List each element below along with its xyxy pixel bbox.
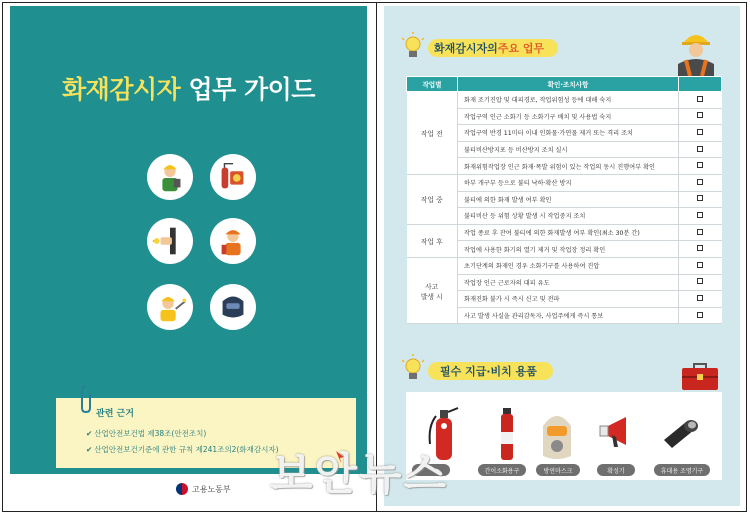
checkbox[interactable] xyxy=(697,262,703,268)
table-header: 작업별 xyxy=(407,77,458,92)
check-icon: ✔ xyxy=(86,429,93,438)
table-header: 확인·조치사항 xyxy=(458,77,679,92)
duty-item: 작업장 인근 근로자의 대피 유도 xyxy=(458,274,679,291)
checkbox[interactable] xyxy=(697,229,703,235)
gas-cylinder-icon xyxy=(210,154,256,200)
duty-item: 화재 조기진압 및 대피경로, 작업위험성 등에 대해 숙지 xyxy=(458,92,679,109)
equipment-label: 간이소화용구 xyxy=(478,464,526,476)
checkbox[interactable] xyxy=(697,245,703,251)
duty-item: 작업구역 반경 11미터 이내 인화물·가연물 제거 또는 격리 조치 xyxy=(458,125,679,142)
check-box-cell[interactable] xyxy=(679,158,722,175)
simple-extinguisher-icon xyxy=(492,404,522,464)
checkbox[interactable] xyxy=(697,212,703,218)
phase-cell: 작업 중 xyxy=(407,174,458,224)
duty-item: 화재진화 불가 시 즉시 신고 및 전파 xyxy=(458,291,679,308)
legal-basis-item: ✔ 산업안전보건기준에 관한 규칙 제241조의2(화재감시자) xyxy=(86,445,279,454)
welder-worker-icon xyxy=(147,284,193,330)
phase-cell: 작업 후 xyxy=(407,224,458,257)
ministry-logo xyxy=(176,483,231,495)
check-box-cell[interactable] xyxy=(679,257,722,274)
lightbulb-icon xyxy=(402,354,424,382)
checkbox[interactable] xyxy=(697,146,703,152)
checkbox[interactable] xyxy=(697,162,703,168)
duty-item: 불티에 의한 화재 발생 여부 확인 xyxy=(458,191,679,208)
page-divider xyxy=(376,2,377,512)
cover-title-rest: 업무 가이드 xyxy=(180,75,315,104)
checkbox[interactable] xyxy=(697,195,703,201)
cover-page xyxy=(10,6,367,506)
table-row xyxy=(407,224,722,241)
firefighter-icon xyxy=(210,218,256,264)
check-box-cell[interactable] xyxy=(679,92,722,109)
cover-title-highlight: 화재감시자 xyxy=(62,75,181,104)
checkbox[interactable] xyxy=(697,312,703,318)
lightbulb-icon xyxy=(402,32,424,60)
check-box-cell[interactable] xyxy=(679,291,722,308)
safety-worker-icon xyxy=(674,30,718,76)
toolbox-icon xyxy=(680,362,720,392)
duty-item: 초기단계의 화재인 경우 소화기구를 사용하여 진압 xyxy=(458,257,679,274)
check-box-cell[interactable] xyxy=(679,307,722,324)
table-row xyxy=(407,92,722,109)
table-row xyxy=(407,257,722,274)
check-box-cell[interactable] xyxy=(679,224,722,241)
equipment-label: 방연마스크 xyxy=(536,464,580,476)
table-header xyxy=(679,77,722,92)
duty-item: 화재위험작업장 인근 화재·폭발 위험이 있는 작업의 동시 진행여부 확인 xyxy=(458,158,679,175)
smoke-mask-icon xyxy=(537,406,577,462)
megaphone-icon xyxy=(598,411,642,455)
checkbox[interactable] xyxy=(697,112,703,118)
check-box-cell[interactable] xyxy=(679,125,722,142)
worker-inspector-icon xyxy=(147,154,193,200)
phase-cell: 작업 전 xyxy=(407,92,458,175)
equipment-label: 휴대용 조명기구 xyxy=(654,464,710,476)
table-row xyxy=(407,174,722,191)
checkbox[interactable] xyxy=(697,295,703,301)
equipment-label: 확성기 xyxy=(597,464,635,476)
welding-torch-icon xyxy=(147,218,193,264)
checkbox[interactable] xyxy=(697,179,703,185)
welding-mask-icon xyxy=(210,284,256,330)
check-box-cell[interactable] xyxy=(679,208,722,225)
checkbox[interactable] xyxy=(697,96,703,102)
duty-item: 작업구역 인근 소화기 등 소화기구 배치 및 사용법 숙지 xyxy=(458,108,679,125)
duty-item: 작업 종료 후 잔여 불티에 의한 화재발생 여부 확인(최소 30분 간) xyxy=(458,224,679,241)
check-box-cell[interactable] xyxy=(679,274,722,291)
check-icon: ✔ xyxy=(86,445,93,454)
duty-item: 불티비산방지포 등 비산방지 조치 실시 xyxy=(458,141,679,158)
duty-item: 하부 개구부 등으로 불티 낙하·확산 방지 xyxy=(458,174,679,191)
duty-item: 작업에 사용한 화기의 열기 제거 및 작업장 정리 확인 xyxy=(458,241,679,258)
paper-clip-icon xyxy=(80,384,92,414)
ministry-name: 고용노동부 xyxy=(192,484,231,494)
check-box-cell[interactable] xyxy=(679,141,722,158)
checkbox[interactable] xyxy=(697,129,703,135)
check-box-cell[interactable] xyxy=(679,108,722,125)
legal-basis-item: ✔ 산업안전보건법 제38조(안전조치) xyxy=(86,429,207,438)
government-emblem-icon xyxy=(176,483,188,495)
checklist-page xyxy=(384,6,740,506)
check-box-cell[interactable] xyxy=(679,174,722,191)
equipment-title: 필수 지급·비치 용품 xyxy=(428,362,553,380)
check-box-cell[interactable] xyxy=(679,241,722,258)
watermark: 보안뉴스 xyxy=(270,449,449,500)
duty-item: 사고 발생 사실을 관리감독자, 사업주에게 즉시 통보 xyxy=(458,307,679,324)
duties-title: 화재감시자의 주요 업무 xyxy=(428,39,558,57)
duty-item: 불티비산 등 위험 상황 발생 시 작업중지 조치 xyxy=(458,208,679,225)
duties-table xyxy=(406,76,722,324)
checkbox[interactable] xyxy=(697,278,703,284)
legal-basis-heading: 관련 근거 xyxy=(96,409,134,419)
phase-cell: 사고 발생 시 xyxy=(407,257,458,323)
flashlight-icon xyxy=(660,416,704,450)
check-box-cell[interactable] xyxy=(679,191,722,208)
cover-title xyxy=(10,70,367,106)
